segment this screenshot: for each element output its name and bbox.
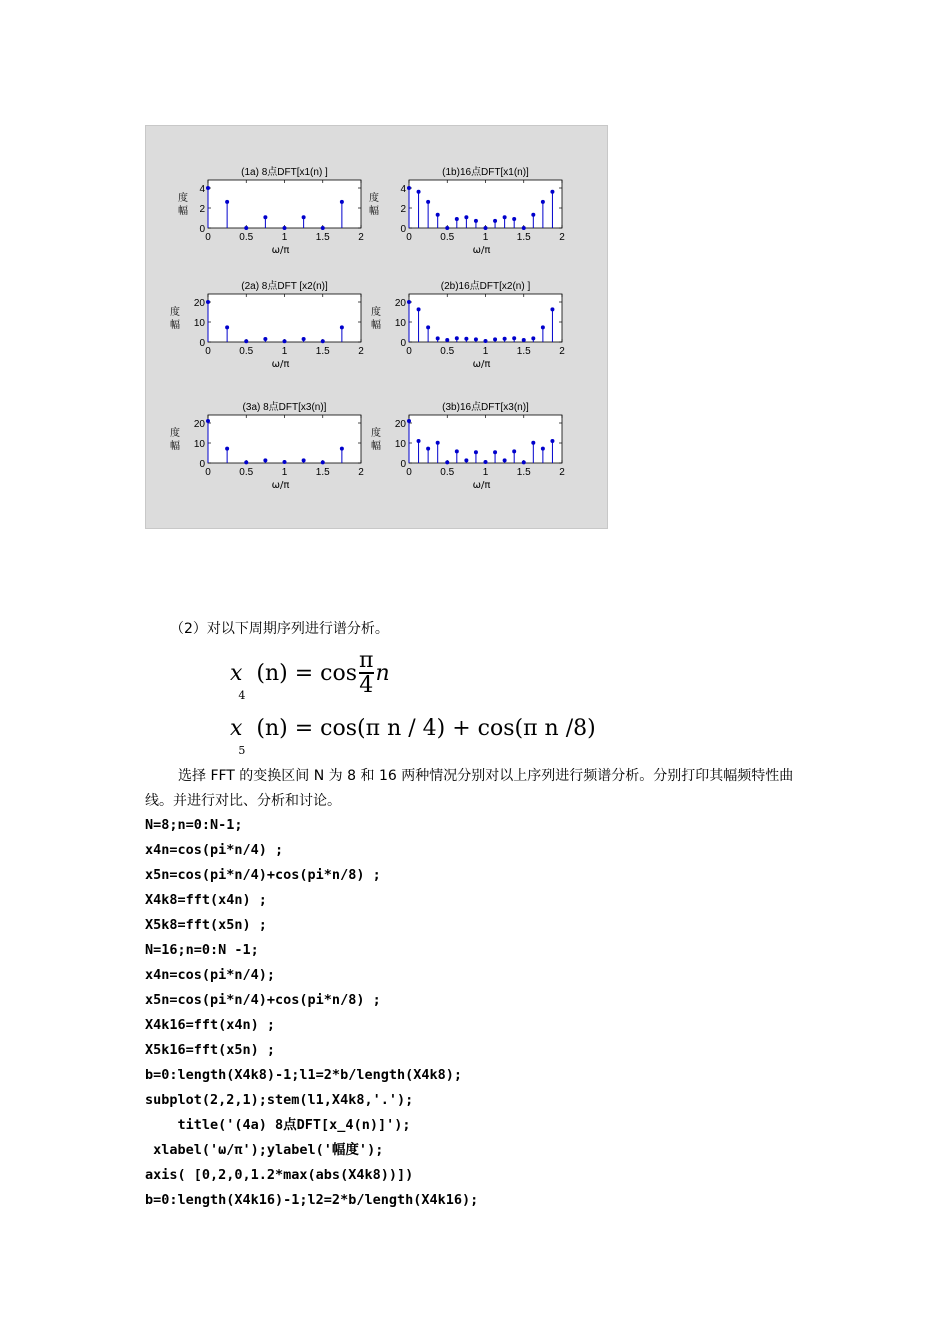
- x-tick-label: 2: [358, 346, 364, 357]
- x-axis-label: ω/π: [472, 480, 491, 491]
- code-line: X4k8=fft(x4n) ;: [145, 892, 267, 908]
- x-tick-label: 0: [406, 232, 412, 243]
- x-tick-label: 2: [559, 467, 565, 478]
- x-tick-label: 0: [406, 346, 412, 357]
- y-tick-label: 20: [394, 298, 406, 309]
- formula-x5-var: x: [230, 716, 243, 741]
- stem-marker: [455, 217, 459, 221]
- stem-marker: [484, 226, 488, 230]
- formula-x5-rhs: = cos(π n / 4) + cos(π n /8): [287, 716, 596, 741]
- stem-marker: [474, 337, 478, 341]
- stem-marker: [263, 458, 267, 462]
- y-tick-label: 0: [199, 459, 205, 470]
- y-axis-label: 幅: [170, 320, 180, 331]
- code-line: N=16;n=0:N -1;: [145, 942, 259, 958]
- subplot-title: (1b)16点DFT[x1(n)]: [442, 167, 529, 178]
- stem-marker: [541, 200, 545, 204]
- code-line: subplot(2,2,1);stem(l1,X4k8,'.');: [145, 1092, 414, 1108]
- stem-marker: [436, 213, 440, 217]
- figure-canvas: [146, 126, 607, 528]
- y-tick-label: 0: [199, 224, 205, 235]
- stem-marker: [283, 460, 287, 464]
- x-tick-label: 1.5: [315, 232, 330, 243]
- stem-marker: [283, 339, 287, 343]
- stem-marker: [426, 325, 430, 329]
- subplot-title: (2b)16点DFT[x2(n) ]: [440, 281, 531, 292]
- stem-marker: [244, 460, 248, 464]
- code-line: x4n=cos(pi*n/4) ;: [145, 842, 284, 858]
- x-tick-label: 0: [205, 346, 211, 357]
- stem-marker: [225, 200, 229, 204]
- y-axis-label: 度: [170, 307, 180, 318]
- stem-marker: [531, 336, 535, 340]
- code-line: axis( [0,2,0,1.2*max(abs(X4k8))]): [145, 1167, 414, 1183]
- code-line: X4k16=fft(x4n) ;: [145, 1017, 276, 1033]
- stem-marker: [321, 226, 325, 230]
- x-tick-label: 2: [358, 232, 364, 243]
- stem-marker: [225, 447, 229, 451]
- x-tick-label: 0: [406, 467, 412, 478]
- y-tick-label: 0: [400, 459, 406, 470]
- x-tick-label: 0.5: [440, 346, 455, 357]
- code-line: title('(4a) 8点DFT[x_4(n)]');: [145, 1117, 411, 1133]
- code-line: b=0:length(X4k8)-1;l1=2*b/length(X4k8);: [145, 1067, 462, 1083]
- y-tick-label: 0: [199, 338, 205, 349]
- x-tick-label: 2: [559, 346, 565, 357]
- plot-area: [409, 415, 562, 463]
- stem-marker: [302, 215, 306, 219]
- x-axis-label: ω/π: [472, 359, 491, 370]
- x-axis-label: ω/π: [271, 480, 290, 491]
- subplot-title: (3a) 8点DFT[x3(n)]: [242, 402, 327, 413]
- y-axis-label: 幅: [371, 441, 381, 452]
- formula-x4: [230, 648, 390, 703]
- x-tick-label: 0.5: [239, 346, 254, 357]
- subplot-title: (2a) 8点DFT [x2(n)]: [241, 281, 328, 292]
- x-tick-label: 2: [358, 467, 364, 478]
- plot-area: [208, 415, 361, 463]
- y-axis-label: 度: [369, 193, 379, 204]
- stem-marker: [417, 307, 421, 311]
- x-tick-label: 1: [482, 467, 489, 478]
- stem-marker: [522, 460, 526, 464]
- stem-marker: [464, 215, 468, 219]
- y-axis-label: 度: [178, 193, 188, 204]
- stem-marker: [541, 325, 545, 329]
- x-tick-label: 0.5: [239, 467, 254, 478]
- x-tick-label: 1: [281, 467, 288, 478]
- stem-marker: [522, 226, 526, 230]
- code-line: x5n=cos(pi*n/4)+cos(pi*n/8) ;: [145, 992, 381, 1008]
- stem-marker: [550, 190, 554, 194]
- code-line: N=8;n=0:N-1;: [145, 817, 243, 833]
- y-tick-label: 0: [400, 338, 406, 349]
- stem-marker: [512, 449, 516, 453]
- formula-x5-subscript: 5: [238, 744, 246, 758]
- formula-x4-fraction: [359, 650, 373, 698]
- y-axis-label: 幅: [178, 206, 188, 217]
- stem-marker: [426, 447, 430, 451]
- formula-x4-var: x: [230, 661, 243, 686]
- stem-marker: [206, 186, 210, 190]
- plot-area: [409, 294, 562, 342]
- code-line: X5k16=fft(x5n) ;: [145, 1042, 276, 1058]
- stem-marker: [550, 439, 554, 443]
- stem-marker: [321, 460, 325, 464]
- stem-marker: [244, 339, 248, 343]
- stem-marker: [445, 338, 449, 342]
- y-axis-label: 幅: [371, 320, 381, 331]
- x-axis-label: ω/π: [271, 359, 290, 370]
- stem-marker: [321, 339, 325, 343]
- formula-x5-arg: (n): [256, 716, 288, 741]
- x-axis-label: ω/π: [271, 245, 290, 256]
- stem-marker: [340, 325, 344, 329]
- stem-marker: [302, 458, 306, 462]
- x-tick-label: 1: [482, 232, 489, 243]
- stem-marker: [493, 337, 497, 341]
- formula-x5: [230, 716, 596, 758]
- stem-marker: [503, 337, 507, 341]
- subplot-title: (1a) 8点DFT[x1(n) ]: [241, 167, 328, 178]
- stem-marker: [455, 336, 459, 340]
- stem-marker: [302, 337, 306, 341]
- stem-marker: [531, 441, 535, 445]
- y-axis-label: 度: [371, 307, 381, 318]
- formula-x4-tail: n: [375, 661, 390, 686]
- stem-marker: [541, 447, 545, 451]
- stem-marker: [263, 215, 267, 219]
- code-block: [145, 813, 478, 1213]
- x-tick-label: 1.5: [315, 467, 330, 478]
- stem-marker: [512, 217, 516, 221]
- x-tick-label: 0.5: [440, 232, 455, 243]
- x-axis-label: ω/π: [472, 245, 491, 256]
- section-heading: （2）对以下周期序列进行谱分析。: [170, 621, 389, 637]
- y-tick-label: 4: [400, 184, 406, 195]
- stem-marker: [340, 447, 344, 451]
- x-tick-label: 0.5: [440, 467, 455, 478]
- stem-marker: [550, 307, 554, 311]
- x-tick-label: 1: [281, 346, 288, 357]
- stem-marker: [455, 449, 459, 453]
- y-axis-label: 幅: [170, 441, 180, 452]
- stem-marker: [283, 226, 287, 230]
- stem-marker: [263, 337, 267, 341]
- stem-marker: [426, 200, 430, 204]
- formula-x4-eq: = cos: [287, 661, 358, 686]
- y-tick-label: 10: [193, 439, 205, 450]
- x-tick-label: 1.5: [516, 232, 531, 243]
- stem-marker: [417, 190, 421, 194]
- stem-marker: [512, 336, 516, 340]
- x-tick-label: 2: [559, 232, 565, 243]
- stem-marker: [436, 441, 440, 445]
- stem-marker: [493, 450, 497, 454]
- plot-area: [409, 180, 562, 228]
- x-tick-label: 1: [281, 232, 288, 243]
- x-tick-label: 0: [205, 467, 211, 478]
- y-tick-label: 2: [199, 204, 205, 215]
- stem-marker: [206, 300, 210, 304]
- x-tick-label: 0: [205, 232, 211, 243]
- stem-marker: [417, 439, 421, 443]
- x-tick-label: 1.5: [516, 467, 531, 478]
- formula-x4-denominator: 4: [359, 673, 374, 698]
- x-tick-label: 1.5: [516, 346, 531, 357]
- stem-marker: [340, 200, 344, 204]
- stem-marker: [493, 219, 497, 223]
- matlab-figure: [145, 125, 608, 529]
- code-line: xlabel('ω/π');ylabel('幅度');: [145, 1142, 384, 1158]
- y-axis-label: 度: [371, 428, 381, 439]
- x-tick-label: 1: [482, 346, 489, 357]
- plot-area: [208, 180, 361, 228]
- stem-marker: [464, 458, 468, 462]
- description-paragraph: 选择 FFT 的变换区间 N 为 8 和 16 两种情况分别对以上序列进行频谱分析。分别打印其幅频特性曲线。并进行对比、分析和讨论。: [145, 768, 794, 809]
- y-tick-label: 20: [193, 298, 205, 309]
- stem-marker: [464, 337, 468, 341]
- stem-marker: [474, 219, 478, 223]
- stem-marker: [484, 460, 488, 464]
- stem-marker: [407, 300, 411, 304]
- stem-marker: [407, 186, 411, 190]
- y-tick-label: 10: [394, 439, 406, 450]
- stem-marker: [522, 338, 526, 342]
- stem-marker: [503, 458, 507, 462]
- code-line: b=0:length(X4k16)-1;l2=2*b/length(X4k16);: [145, 1192, 479, 1208]
- formula-x4-subscript: 4: [238, 689, 246, 703]
- plot-area: [208, 294, 361, 342]
- y-tick-label: 10: [394, 318, 406, 329]
- formula-x4-arg: (n): [256, 661, 288, 686]
- code-line: X5k8=fft(x5n) ;: [145, 917, 267, 933]
- stem-marker: [445, 226, 449, 230]
- y-axis-label: 度: [170, 428, 180, 439]
- stem-marker: [474, 450, 478, 454]
- subplot-title: (3b)16点DFT[x3(n)]: [442, 402, 529, 413]
- stem-marker: [436, 336, 440, 340]
- stem-marker: [244, 226, 248, 230]
- stem-marker: [445, 460, 449, 464]
- x-tick-label: 1.5: [315, 346, 330, 357]
- formula-x4-numerator: π: [359, 648, 374, 673]
- code-line: x5n=cos(pi*n/4)+cos(pi*n/8) ;: [145, 867, 381, 883]
- y-tick-label: 20: [394, 419, 406, 430]
- y-axis-label: 幅: [369, 206, 379, 217]
- stem-marker: [206, 419, 210, 423]
- stem-marker: [484, 339, 488, 343]
- y-tick-label: 2: [400, 204, 406, 215]
- code-line: x4n=cos(pi*n/4);: [145, 967, 276, 983]
- x-tick-label: 0.5: [239, 232, 254, 243]
- y-tick-label: 4: [199, 184, 205, 195]
- stem-marker: [225, 325, 229, 329]
- y-tick-label: 10: [193, 318, 205, 329]
- y-tick-label: 0: [400, 224, 406, 235]
- y-tick-label: 20: [193, 419, 205, 430]
- stem-marker: [503, 215, 507, 219]
- stem-marker: [531, 213, 535, 217]
- stem-marker: [407, 419, 411, 423]
